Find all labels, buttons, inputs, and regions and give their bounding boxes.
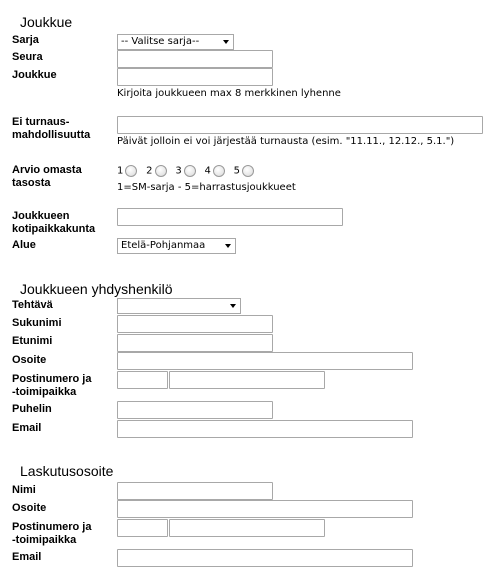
no-tournament-hint: Päivät jolloin ei voi järjestää turnausta (esim. "11.11., 12.12., 5.1.") bbox=[117, 136, 455, 147]
billing-postal-label-line1: Postinumero ja bbox=[12, 521, 92, 533]
home-label-line2: kotipaikkakunta bbox=[12, 223, 96, 235]
lastname-input[interactable] bbox=[117, 315, 273, 333]
firstname-input[interactable] bbox=[117, 334, 273, 352]
billing-postal-code-input[interactable] bbox=[117, 519, 168, 537]
radio-3[interactable] bbox=[184, 165, 196, 177]
level-option-4[interactable] bbox=[204, 165, 224, 177]
radio-5[interactable] bbox=[242, 165, 254, 177]
billing-name-label: Nimi bbox=[12, 484, 36, 496]
series-label: Sarja bbox=[12, 34, 39, 46]
billing-city-input[interactable] bbox=[169, 519, 325, 537]
level-option-5-label: 5 bbox=[233, 165, 240, 177]
area-select-value: Etelä-Pohjanmaa bbox=[121, 240, 206, 251]
area-label: Alue bbox=[12, 239, 36, 251]
no-tournament-label-line1: Ei turnaus- bbox=[12, 116, 70, 128]
contact-email-label: Email bbox=[12, 422, 42, 434]
team-name-input[interactable] bbox=[117, 68, 273, 86]
team-name-label: Joukkue bbox=[12, 69, 57, 81]
role-label: Tehtävä bbox=[12, 299, 53, 311]
contact-email-input[interactable] bbox=[117, 420, 413, 438]
level-radio-group bbox=[117, 165, 260, 181]
contact-postal-label-line1: Postinumero ja bbox=[12, 373, 92, 385]
home-label-line1: Joukkueen bbox=[12, 210, 70, 222]
contact-address-input[interactable] bbox=[117, 352, 413, 370]
billing-section-heading: Laskutusosoite bbox=[20, 463, 114, 479]
level-option-5[interactable] bbox=[234, 165, 254, 177]
level-label-line1: Arvio omasta bbox=[12, 164, 82, 176]
contact-city-input[interactable] bbox=[169, 371, 325, 389]
club-input[interactable] bbox=[117, 50, 273, 68]
level-option-2-label: 2 bbox=[146, 165, 153, 177]
no-tournament-input[interactable] bbox=[117, 116, 483, 134]
level-option-4-label: 4 bbox=[204, 165, 211, 177]
chevron-down-icon bbox=[225, 244, 231, 248]
team-section-heading: Joukkue bbox=[20, 14, 73, 30]
level-option-2[interactable] bbox=[146, 165, 166, 177]
lastname-label: Sukunimi bbox=[12, 317, 62, 329]
radio-4[interactable] bbox=[213, 165, 225, 177]
billing-address-input[interactable] bbox=[117, 500, 413, 518]
firstname-label: Etunimi bbox=[12, 335, 53, 347]
phone-label: Puhelin bbox=[12, 403, 52, 415]
billing-postal-label-line2: -toimipaikka bbox=[12, 534, 77, 546]
level-label-line2: tasosta bbox=[12, 177, 51, 189]
series-select-value: -- Valitse sarja-- bbox=[121, 36, 200, 47]
chevron-down-icon bbox=[223, 40, 229, 44]
contact-postal-label-line2: -toimipaikka bbox=[12, 386, 77, 398]
area-select[interactable] bbox=[117, 238, 236, 254]
contact-address-label: Osoite bbox=[12, 354, 47, 366]
series-select[interactable] bbox=[117, 34, 234, 50]
role-select[interactable] bbox=[117, 298, 241, 314]
chevron-down-icon bbox=[230, 304, 236, 308]
level-option-3-label: 3 bbox=[175, 165, 182, 177]
contact-section-heading: Joukkueen yhdyshenkilö bbox=[20, 281, 173, 297]
radio-1[interactable] bbox=[125, 165, 137, 177]
club-label: Seura bbox=[12, 51, 43, 63]
radio-2[interactable] bbox=[155, 165, 167, 177]
billing-email-label: Email bbox=[12, 551, 42, 563]
billing-address-label: Osoite bbox=[12, 502, 47, 514]
phone-input[interactable] bbox=[117, 401, 273, 419]
level-option-1-label: 1 bbox=[117, 165, 124, 177]
contact-postal-code-input[interactable] bbox=[117, 371, 168, 389]
level-hint: 1=SM-sarja - 5=harrastusjoukkueet bbox=[117, 182, 296, 193]
no-tournament-label-line2: mahdollisuutta bbox=[12, 129, 91, 141]
home-input[interactable] bbox=[117, 208, 343, 226]
billing-email-input[interactable] bbox=[117, 549, 413, 567]
level-option-3[interactable] bbox=[175, 165, 195, 177]
level-option-1[interactable] bbox=[117, 165, 137, 177]
billing-name-input[interactable] bbox=[117, 482, 273, 500]
team-name-hint: Kirjoita joukkueen max 8 merkkinen lyhenne bbox=[117, 88, 341, 99]
